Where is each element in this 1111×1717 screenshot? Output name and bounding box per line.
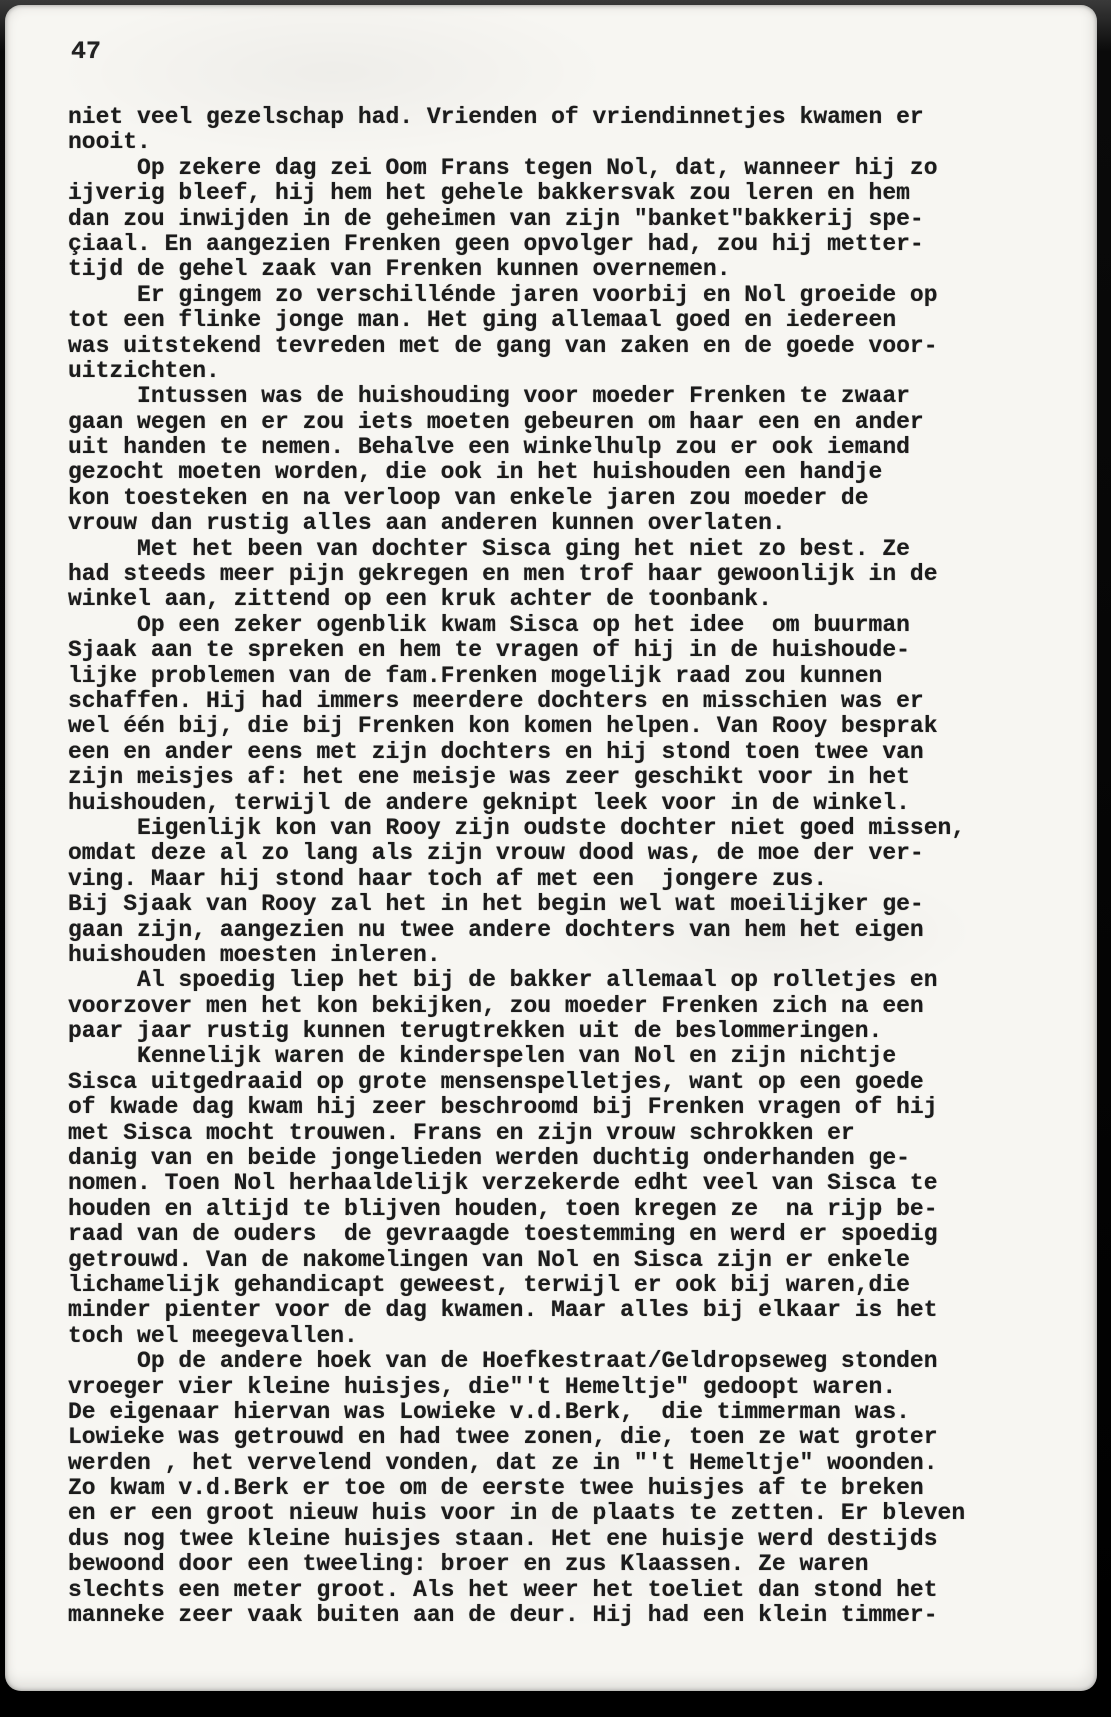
text-line: danig van en beide jongelieden werden duchtig onderhanden ge- bbox=[68, 1145, 910, 1172]
text-line: omdat deze al zo lang als zijn vrouw dood was, de moe der ver- bbox=[68, 840, 924, 867]
text-line: een en ander eens met zijn dochters en hij stond toen twee van bbox=[68, 738, 924, 765]
text-line: of kwade dag kwam hij zeer beschroomd bij Frenken vragen of hij bbox=[68, 1094, 938, 1121]
text-line: nooit. bbox=[68, 129, 151, 156]
text-line: gaan zijn, aangezien nu twee andere dochters van hem het eigen bbox=[68, 916, 924, 943]
text-line: Met het been van dochter Sisca ging het niet zo best. Ze bbox=[68, 535, 910, 562]
text-line: en er een groot nieuw huis voor in de plaats te zetten. Er bleven bbox=[68, 1500, 966, 1527]
text-line: Zo kwam v.d.Berk er toe om de eerste twee huisjes af te breken bbox=[68, 1475, 924, 1502]
scanned-page bbox=[5, 5, 1097, 1691]
text-line: Sisca uitgedraaid op grote mensenspelletjes, want op een goede bbox=[68, 1068, 924, 1095]
text-line: Op de andere hoek van de Hoefkestraat/Geldropseweg stonden bbox=[68, 1348, 938, 1375]
text-line: Er gingem zo verschillénde jaren voorbij en Nol groeide op bbox=[68, 281, 938, 308]
text-line: toch wel meegevallen. bbox=[68, 1322, 358, 1349]
text-line: was uitstekend tevreden met de gang van zaken en de goede voor- bbox=[68, 332, 938, 359]
text-line: voorzover men het kon bekijken, zou moeder Frenken zich na een bbox=[68, 992, 924, 1019]
text-line: Kennelijk waren de kinderspelen van Nol en zijn nichtje bbox=[68, 1043, 897, 1070]
text-line: had steeds meer pijn gekregen en men trof haar gewoonlijk in de bbox=[68, 561, 938, 588]
text-line: nomen. Toen Nol herhaaldelijk verzekerde edht veel van Sisca te bbox=[68, 1170, 938, 1197]
text-line: Lowieke was getrouwd en had twee zonen, die, toen ze wat groter bbox=[68, 1424, 938, 1451]
text-line: bewoond door een tweeling: broer en zus Klaassen. Ze waren bbox=[68, 1551, 869, 1578]
text-line: gaan wegen en er zou iets moeten gebeuren om haar een en ander bbox=[68, 408, 924, 435]
text-line: met Sisca mocht trouwen. Frans en zijn vrouw schrokken er bbox=[68, 1119, 855, 1146]
text-line: dus nog twee kleine huisjes staan. Het ene huisje werd destijds bbox=[68, 1525, 938, 1552]
text-line: tijd de gehel zaak van Frenken kunnen overnemen. bbox=[68, 256, 731, 283]
text-line: lichamelijk gehandicapt geweest, terwijl er ook bij waren,die bbox=[68, 1271, 910, 1298]
text-line: getrouwd. Van de nakomelingen van Nol en Sisca zijn er enkele bbox=[68, 1246, 910, 1273]
text-line: tot een flinke jonge man. Het ging allemaal goed en iedereen bbox=[68, 307, 897, 334]
text-line: Op zekere dag zei Oom Frans tegen Nol, dat, wanneer hij zo bbox=[68, 154, 938, 181]
text-line: zijn meisjes af: het ene meisje was zeer geschikt voor in het bbox=[68, 764, 910, 791]
text-line: slechts een meter groot. Als het weer het toeliet dan stond het bbox=[68, 1576, 938, 1603]
text-line: schaffen. Hij had immers meerdere dochters en misschien was er bbox=[68, 687, 924, 714]
text-line: huishouden, terwijl de andere geknipt leek voor in de winkel. bbox=[68, 789, 910, 816]
typewritten-text-body bbox=[68, 105, 1078, 1628]
text-line: minder pienter voor de dag kwamen. Maar alles bij elkaar is het bbox=[68, 1297, 938, 1324]
text-line: dan zou inwijden in de geheimen van zijn "banket"bakkerij spe- bbox=[68, 205, 924, 232]
text-line: Bij Sjaak van Rooy zal het in het begin wel wat moeilijker ge- bbox=[68, 891, 924, 918]
text-line: De eigenaar hiervan was Lowieke v.d.Berk, die timmerman was. bbox=[68, 1398, 910, 1425]
text-line: kon toesteken en na verloop van enkele jaren zou moeder de bbox=[68, 484, 869, 511]
text-line: huishouden moesten inleren. bbox=[68, 941, 441, 968]
text-line: Al spoedig liep het bij de bakker allemaal op rolletjes en bbox=[68, 967, 938, 994]
text-line: ving. Maar hij stond haar toch af met een jongere zus. bbox=[68, 865, 828, 892]
text-line: gezocht moeten worden, die ook in het huishouden een handje bbox=[68, 459, 883, 486]
text-line: winkel aan, zittend op een kruk achter de toonbank. bbox=[68, 586, 772, 613]
text-line: Op een zeker ogenblik kwam Sisca op het idee om buurman bbox=[68, 611, 910, 638]
text-line: uit handen te nemen. Behalve een winkelhulp zou er ook iemand bbox=[68, 434, 910, 461]
text-line: Intussen was de huishouding voor moeder Frenken te zwaar bbox=[68, 383, 910, 410]
page-number: 47 bbox=[71, 37, 102, 66]
text-line: raad van de ouders de gevraagde toestemming en werd er spoedig bbox=[68, 1221, 938, 1248]
text-line: Sjaak aan te spreken en hem te vragen of hij in de huishoude- bbox=[68, 637, 910, 664]
text-line: werden , het vervelend vonden, dat ze in "'t Hemeltje" woonden. bbox=[68, 1449, 938, 1476]
text-line: manneke zeer vaak buiten aan de deur. Hij had een klein timmer- bbox=[68, 1602, 938, 1629]
text-line: paar jaar rustig kunnen terugtrekken uit de beslommeringen. bbox=[68, 1018, 883, 1045]
text-line: vroeger vier kleine huisjes, die"'t Hemeltje" gedoopt waren. bbox=[68, 1373, 897, 1400]
text-line: çiaal. En aangezien Frenken geen opvolger had, zou hij metter- bbox=[68, 230, 924, 257]
text-line: vrouw dan rustig alles aan anderen kunnen overlaten. bbox=[68, 510, 786, 537]
text-line: uitzichten. bbox=[68, 357, 220, 384]
text-line: niet veel gezelschap had. Vrienden of vriendinnetjes kwamen er bbox=[68, 104, 924, 130]
text-line: houden en altijd te blijven houden, toen kregen ze na rijp be- bbox=[68, 1195, 938, 1222]
text-line: lijke problemen van de fam.Frenken mogelijk raad zou kunnen bbox=[68, 662, 883, 689]
text-line: wel één bij, die bij Frenken kon komen helpen. Van Rooy besprak bbox=[68, 713, 938, 740]
text-line: ijverig bleef, hij hem het gehele bakkersvak zou leren en hem bbox=[68, 180, 910, 207]
text-line: Eigenlijk kon van Rooy zijn oudste dochter niet goed missen, bbox=[68, 814, 966, 841]
